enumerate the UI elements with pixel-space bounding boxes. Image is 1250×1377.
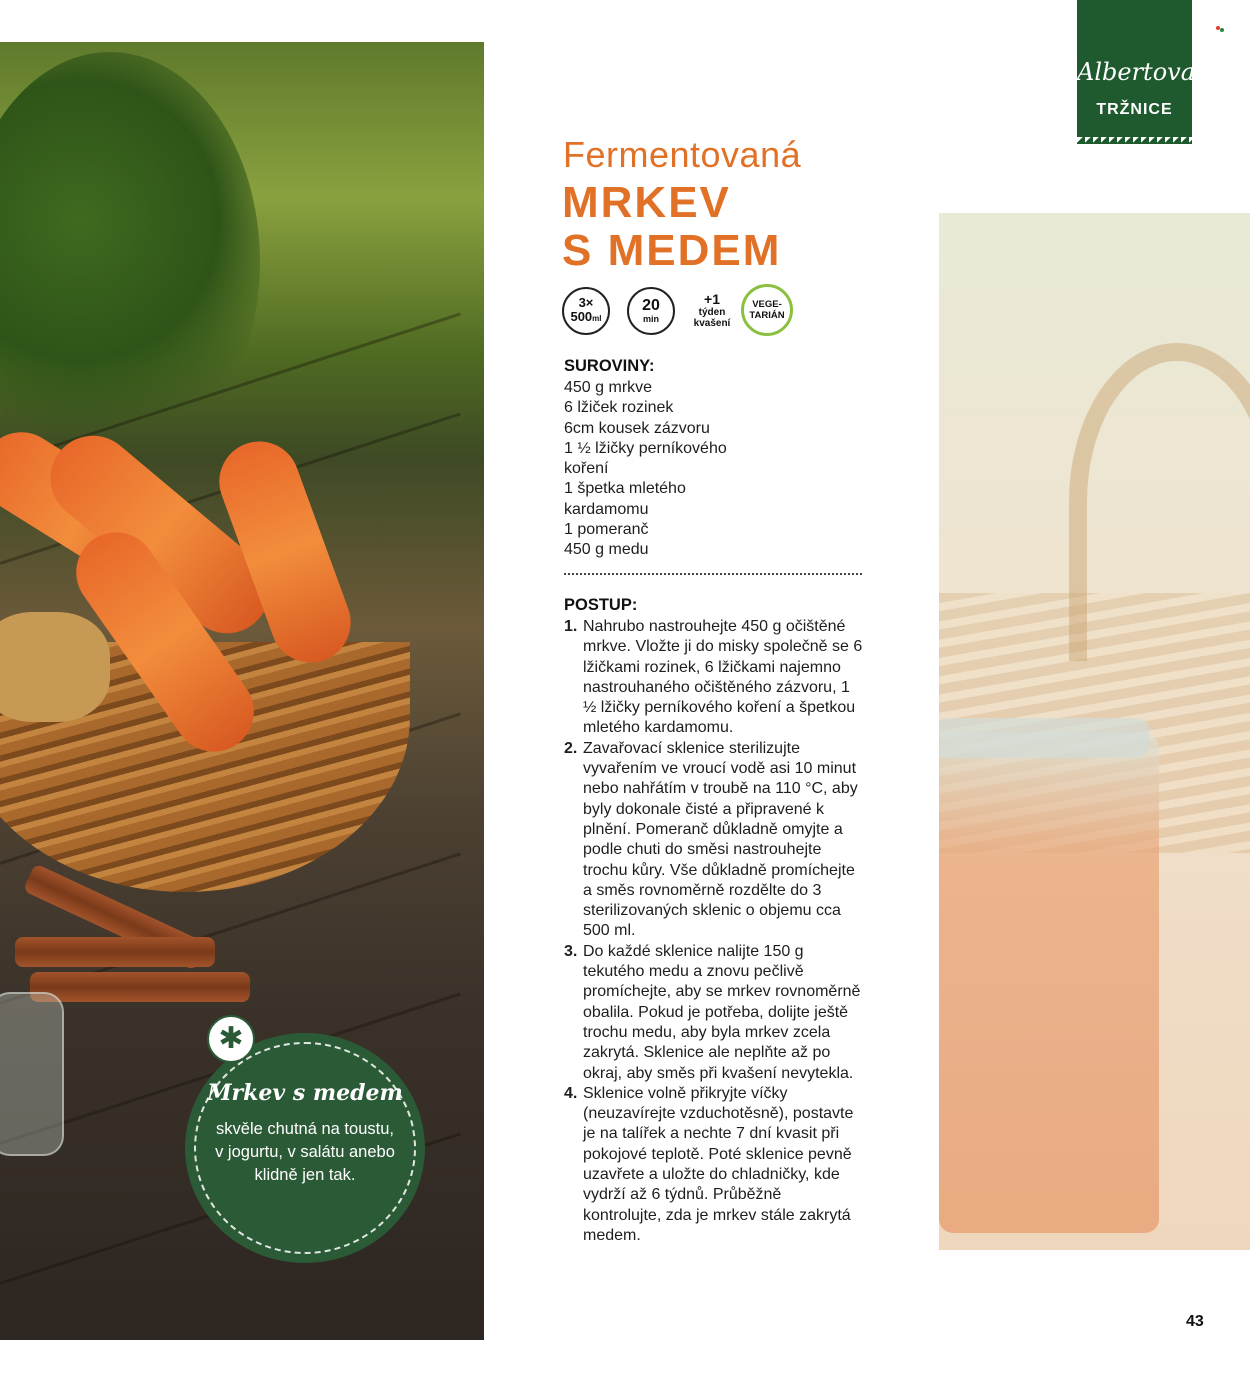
recipe-title-line3: S MEDEM	[562, 226, 782, 275]
veg-line: TARIÁN	[749, 310, 785, 321]
servings-count: 3×	[578, 295, 594, 310]
ingredients-heading: SUROVINY:	[564, 357, 655, 375]
ferment-value: +1	[704, 291, 720, 307]
time-unit: min	[642, 314, 659, 324]
recipe-title-line2: MRKEV	[562, 178, 731, 227]
step-number: 3.	[564, 942, 578, 960]
cinnamon-stick	[30, 972, 250, 1002]
servings-size-unit: ml	[592, 314, 602, 323]
divider	[564, 573, 862, 575]
ingredient-item: 450 g medu	[564, 541, 649, 559]
brand-mark-icon	[1216, 26, 1224, 34]
veg-line: VEGE-	[752, 299, 782, 310]
ingredient-item: koření	[564, 460, 609, 478]
logo-subtitle: TRŽNICE	[1096, 101, 1173, 118]
jar-lid	[939, 718, 1149, 758]
tip-line: klidně jen tak.	[254, 1166, 356, 1184]
fermentation-time	[688, 292, 736, 329]
ingredient-item: 1 špetka mletého	[564, 480, 686, 498]
logo-script: Albertova	[1077, 58, 1196, 86]
method-heading: POSTUP:	[564, 596, 638, 614]
step-text: Sklenice volně přikryjte víčky (neuzavírejte vzduchotěsně), postavte je na talířek a nechte 7 dní kvasit při pokojové teplotě. Poté sklenice pevně uzavřete a uložte do chladničky, kde vydrží až 6 týdnů. Průběžně kontrolujte, zda je mrkev stále zakrytá medem.	[583, 1084, 854, 1244]
servings-icon	[562, 287, 610, 335]
ingredient-item: 1 pomeranč	[564, 521, 649, 539]
time-icon	[627, 287, 675, 335]
method-step	[564, 739, 864, 942]
jar-basket-photo	[939, 213, 1250, 1250]
page-number: 43	[1186, 1313, 1204, 1330]
step-text: Nahrubo nastrouhejte 450 g očištěné mrkve. Vložte ji do misky společně se 6 lžičkami rozinek, 6 lžičkami najemno nastrouhaného očištěného zázvoru, 1 ½ lžičky perníkového koření a špetkou mletého kardamomu.	[583, 618, 863, 737]
star-icon: ✱	[207, 1015, 255, 1063]
method-step	[564, 942, 864, 1084]
basket-handle	[1069, 343, 1250, 661]
glass-jar	[0, 992, 64, 1156]
tip-line: v jogurtu, v salátu anebo	[215, 1143, 395, 1161]
tip-badge-title: Mrkev s medem	[207, 1080, 403, 1106]
ingredient-item: 450 g mrkve	[564, 379, 653, 396]
step-text: Zavařovací sklenice sterilizujte vyvařením ve vroucí vodě asi 10 minut nebo nahřátím v troubě na 110 °C, aby byly dokonale čisté a připravené k plnění. Pomeranč důkladně omyjte a podle chuti do směsi nastrouhejte trochu kůry. Vše důkladně promíchejte a směs rovnoměrně rozdělte do 3 sterilizovaných sklenic o objemu cca 500 ml.	[583, 739, 858, 940]
servings-size	[570, 310, 601, 326]
cinnamon-stick	[15, 937, 215, 967]
method-step	[564, 1084, 864, 1246]
step-number: 1.	[564, 618, 578, 635]
ingredient-item: 6cm kousek zázvoru	[564, 419, 710, 437]
albert-trznice-logo	[1077, 0, 1196, 144]
ingredient-item: 1 ½ lžičky perníkového	[564, 439, 727, 457]
step-number: 2.	[564, 739, 578, 757]
recipe-title-line1: Fermentovaná	[563, 134, 802, 175]
ingredients-list	[564, 378, 864, 561]
carrot-greens	[0, 52, 260, 472]
vegetarian-icon	[741, 284, 793, 336]
ingredient-item: 6 lžiček rozinek	[564, 399, 674, 417]
method-step	[564, 617, 864, 739]
tip-badge-text	[195, 1118, 415, 1187]
method-steps	[564, 617, 864, 1246]
time-value: 20	[642, 297, 660, 314]
step-text: Do každé sklenice nalijte 150 g tekutého medu a znovu pečlivě promíchejte, aby se mrkev rovnoměrně obalila. Pokud je potřeba, dolijte ještě trochu medu, aby byla mrkev zcela zakrytá. Sklenice ale neplňte až po okraj, aby směs při kvašení nevytekla.	[583, 942, 861, 1082]
ferment-line: týden	[698, 307, 726, 318]
fermented-carrot-jar	[939, 733, 1159, 1233]
step-number: 4.	[564, 1084, 578, 1102]
ferment-line: kvašení	[693, 318, 731, 329]
ingredient-item: kardamomu	[564, 500, 649, 518]
ginger	[0, 612, 110, 722]
tip-line: skvěle chutná na toustu,	[216, 1120, 394, 1138]
servings-size-value: 500	[570, 309, 593, 324]
